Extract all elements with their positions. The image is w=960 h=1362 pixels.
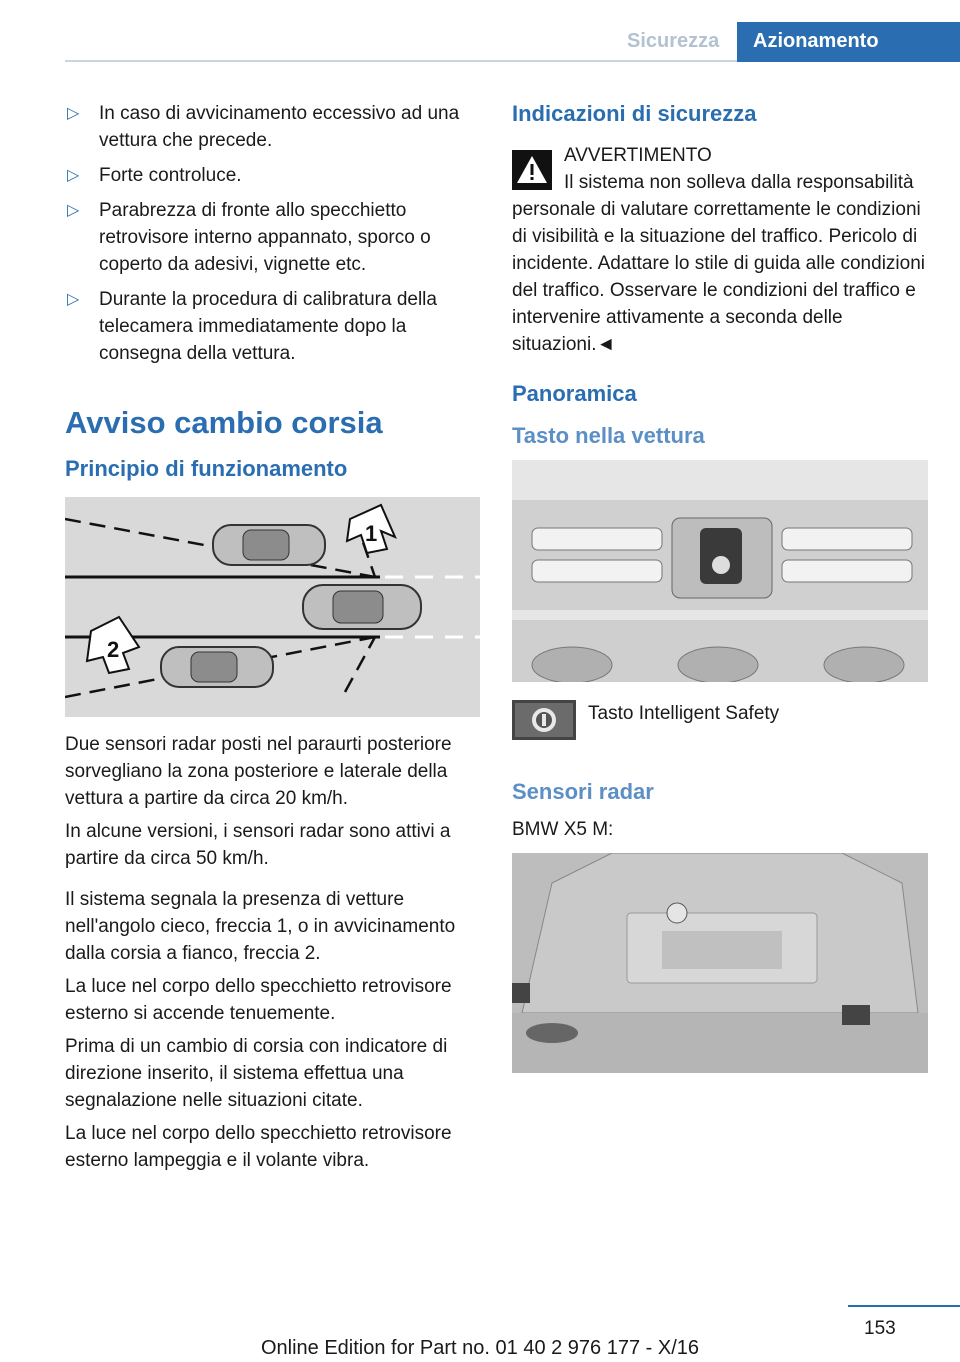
dashboard-button-photo [512, 460, 928, 682]
radar-sensor-right [842, 1005, 870, 1025]
car-middle [303, 585, 421, 629]
triangle-bullet-icon: ▷ [67, 167, 80, 184]
triangle-bullet-icon: ▷ [67, 105, 80, 122]
page-number: 153 [864, 1318, 896, 1339]
paragraph: La luce nel corpo dello specchietto retrovisore esterno si accende tenuemente. [65, 976, 452, 1024]
condition-list [65, 100, 480, 367]
footer-rule [848, 1305, 960, 1307]
warning-title: AVVERTIMENTO [564, 145, 712, 166]
arrow-label-2: 2 [107, 637, 120, 662]
lane-change-figure [65, 497, 480, 717]
warning-text: Il sistema non solleva dalla responsabilità personale di valutare correttamente le condizioni di visibilità e la situazione del traffico. Pericolo di incidente. Adattare lo stile di guida alle condizioni del traffico. Osservare le condizioni del traffico e intervenire attivamente a seconda delle situazioni.◄ [512, 172, 925, 355]
paragraph: Prima di un cambio di corsia con indicatore di direzione inserito, il sistema effettua una segnalazione nelle situazioni citate. [65, 1036, 448, 1111]
button-label-row [512, 700, 930, 752]
arrow-label-1: 1 [365, 521, 378, 546]
section-subtitle: Principio di funzionamento [65, 456, 348, 481]
footer-edition: Online Edition for Part no. 01 40 2 976 177 - X/16 [260, 1337, 700, 1359]
button-label: Tasto Intelligent Safety [588, 703, 780, 724]
safety-heading: Indicazioni di sicurezza [512, 101, 757, 126]
header-tab-active[interactable] [737, 22, 960, 62]
paragraph: In alcune versioni, i sensori radar sono attivi a partire da circa 50 km/h. [65, 821, 451, 869]
model-label: BMW X5 M: [512, 819, 614, 840]
left-column [65, 100, 480, 1180]
radar-sensor-photo [512, 853, 928, 1073]
triangle-bullet-icon: ▷ [67, 291, 80, 308]
list-item: ▷ Durante la procedura di calibratura della telecamera immediatamente dopo la consegna della vettura. [65, 286, 480, 367]
button-heading: Tasto nella vettura [512, 423, 705, 448]
paragraph: Il sistema segnala la presenza di vetture nell'angolo cieco, freccia 1, o in avvicinamento dalla corsia a fianco, freccia 2. [65, 889, 456, 964]
warning-block [512, 142, 930, 169]
list-item: ▷ Forte controluce. [65, 162, 480, 189]
radar-heading: Sensori radar [512, 779, 654, 804]
list-item: ▷ Parabrezza di fronte allo specchietto retrovisore interno appannato, sporco o coperto da adesivi, vignette etc. [65, 197, 480, 278]
warning-icon [512, 150, 552, 190]
header-tab-label: Azionamento [753, 30, 879, 52]
header-section[interactable]: Sicurezza [627, 30, 720, 52]
overview-heading: Panoramica [512, 381, 637, 406]
paragraph: Due sensori radar posti nel paraurti posteriore sorvegliano la zona posteriore e laterale della vettura a partire da circa 20 km/h. [65, 734, 452, 809]
car-top [213, 525, 325, 565]
radar-sensor-left [512, 983, 530, 1003]
list-item: ▷ In caso di avvicinamento eccessivo ad una vettura che precede. [65, 100, 480, 154]
car-bottom [161, 647, 273, 687]
right-column [512, 100, 930, 1073]
triangle-bullet-icon: ▷ [67, 202, 80, 219]
paragraph: La luce nel corpo dello specchietto retrovisore esterno lampeggia e il volante vibra. [65, 1123, 452, 1171]
header-rule [65, 60, 737, 62]
section-title: Avviso cambio corsia [65, 405, 383, 440]
intelligent-safety-icon [512, 700, 576, 740]
